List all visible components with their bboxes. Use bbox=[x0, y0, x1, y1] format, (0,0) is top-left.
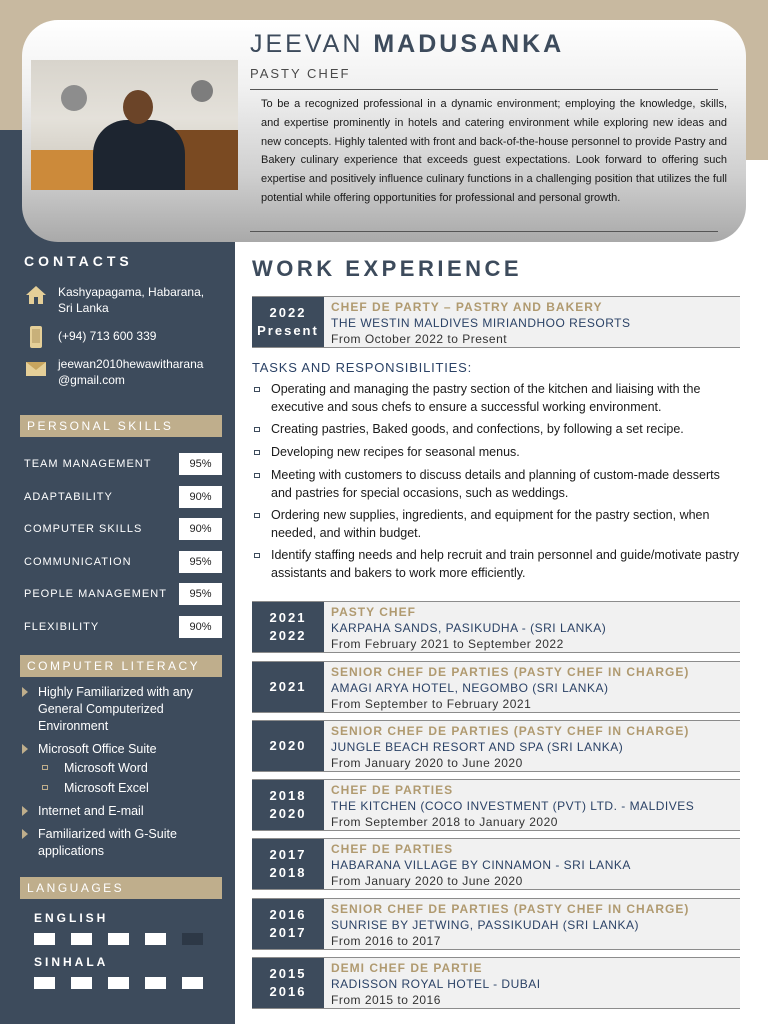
skill-row bbox=[24, 453, 222, 475]
job-entry bbox=[252, 296, 740, 348]
job-role: CHEF DE PARTIES bbox=[331, 783, 454, 797]
level-dot bbox=[34, 933, 55, 945]
square-bullet-icon bbox=[254, 387, 260, 392]
full-name: JEEVAN MADUSANKA bbox=[250, 30, 565, 58]
job-dates: From 2015 to 2016 bbox=[331, 993, 441, 1007]
job-role: PASTY CHEF bbox=[331, 605, 416, 619]
job-entry bbox=[252, 601, 740, 653]
job-role: SENIOR CHEF DE PARTIES (PASTY CHEF IN CHARGE) bbox=[331, 665, 690, 679]
skill-percent: 90% bbox=[179, 518, 222, 540]
arrow-bullet-icon bbox=[22, 829, 28, 839]
skill-label: ADAPTABILITY bbox=[24, 491, 113, 503]
languages-heading: LANGUAGES bbox=[20, 877, 222, 899]
job-entry bbox=[252, 661, 740, 713]
work-experience-heading: WORK EXPERIENCE bbox=[252, 256, 523, 281]
square-bullet-icon bbox=[254, 427, 260, 432]
square-bullet-icon bbox=[254, 450, 260, 455]
contacts-heading: CONTACTS bbox=[24, 253, 133, 269]
level-dot bbox=[182, 933, 203, 945]
job-company: SUNRISE BY JETWING, PASSIKUDAH (SRI LANKA) bbox=[331, 918, 639, 932]
square-bullet-icon bbox=[254, 513, 260, 518]
level-dot bbox=[182, 977, 203, 989]
job-role: SENIOR CHEF DE PARTIES (PASTY CHEF IN CHARGE) bbox=[331, 724, 690, 738]
skill-row bbox=[24, 486, 222, 508]
phone-icon bbox=[24, 326, 48, 348]
summary-text: To be a recognized professional in a dynamic environment; employing the knowledge, skills, and expertise prominently in hotels and catering environment while exploring new ideas and new concepts. Highly talented with front and back-of-the-house personnel to provide Pastry and Bakery culinary experience that exceeds guest expectations. Look forward to offering such expertise and positively influence culinary functions in a challenging position that utilizes the full potential while offering opportunities for professional and personal growth. bbox=[261, 98, 727, 204]
tasks-heading: TASKS AND RESPONSIBILITIES: bbox=[252, 360, 473, 375]
square-bullet-icon bbox=[42, 765, 48, 770]
job-dates: From September to February 2021 bbox=[331, 697, 532, 711]
literacy-subitem: Microsoft Excel bbox=[22, 780, 222, 797]
job-company: THE KITCHEN (COCO INVESTMENT (PVT) LTD. - MALDIVES bbox=[331, 799, 695, 813]
job-dates: From 2016 to 2017 bbox=[331, 934, 441, 948]
phone-number: (+94) 713 600 339 bbox=[58, 329, 157, 343]
literacy-item: Microsoft Office Suite bbox=[22, 741, 222, 758]
job-years: 2015 2016 bbox=[252, 958, 324, 1008]
address: Kashyapagama, Habarana, Sri Lanka bbox=[58, 285, 205, 315]
job-years: 2018 2020 bbox=[252, 780, 324, 830]
skill-row bbox=[24, 616, 222, 638]
literacy-item: Familiarized with G-Suite applications bbox=[22, 826, 222, 860]
divider-bottom bbox=[250, 231, 718, 232]
skill-percent: 95% bbox=[179, 551, 222, 573]
job-dates: From October 2022 to Present bbox=[331, 332, 508, 346]
job-role: DEMI CHEF DE PARTIE bbox=[331, 961, 483, 975]
job-role: CHEF DE PARTIES bbox=[331, 842, 454, 856]
job-dates: From January 2020 to June 2020 bbox=[331, 756, 523, 770]
email-address: jeewan2010hewawitharana @gmail.com bbox=[58, 357, 204, 387]
square-bullet-icon bbox=[254, 553, 260, 558]
level-dot bbox=[71, 933, 92, 945]
address-row bbox=[24, 284, 229, 316]
job-company: AMAGI ARYA HOTEL, NEGOMBO (SRI LANKA) bbox=[331, 681, 609, 695]
home-icon bbox=[24, 284, 48, 306]
skill-row bbox=[24, 518, 222, 540]
envelope-icon bbox=[24, 356, 48, 378]
job-company: KARPAHA SANDS, PASIKUDHA - (SRI LANKA) bbox=[331, 621, 607, 635]
square-bullet-icon bbox=[254, 473, 260, 478]
job-dates: From February 2021 to September 2022 bbox=[331, 637, 564, 651]
job-entry bbox=[252, 957, 740, 1009]
job-entry bbox=[252, 838, 740, 890]
level-dot bbox=[108, 933, 129, 945]
job-years: 2022 Present bbox=[252, 297, 324, 347]
level-dot bbox=[145, 933, 166, 945]
skill-percent: 95% bbox=[179, 453, 222, 475]
job-company: THE WESTIN MALDIVES MIRIANDHOO RESORTS bbox=[331, 316, 631, 330]
skill-label: COMPUTER SKILLS bbox=[24, 523, 143, 535]
job-dates: From January 2020 to June 2020 bbox=[331, 874, 523, 888]
skill-percent: 90% bbox=[179, 616, 222, 638]
skill-percent: 95% bbox=[179, 583, 222, 605]
language-level-sinhala bbox=[34, 977, 219, 989]
level-dot bbox=[71, 977, 92, 989]
task-item: Creating pastries, Baked goods, and confections, by following a set recipe. bbox=[252, 421, 742, 439]
task-item: Operating and managing the pastry section of the kitchen and liaising with the executive and sous chefs to ensure a successful working environment. bbox=[252, 381, 742, 416]
job-years: 2020 bbox=[252, 721, 324, 771]
level-dot bbox=[34, 977, 55, 989]
task-item: Developing new recipes for seasonal menus. bbox=[252, 444, 742, 462]
task-item: Meeting with customers to discuss details and planning of custom-made desserts and pastries for special occasions, such as weddings. bbox=[252, 467, 742, 502]
job-entry bbox=[252, 898, 740, 950]
job-company: JUNGLE BEACH RESORT AND SPA (SRI LANKA) bbox=[331, 740, 624, 754]
job-entry bbox=[252, 720, 740, 772]
literacy-heading: COMPUTER LITERACY bbox=[20, 655, 222, 677]
skill-label: PEOPLE MANAGEMENT bbox=[24, 588, 167, 600]
job-role: SENIOR CHEF DE PARTIES (PASTY CHEF IN CHARGE) bbox=[331, 902, 690, 916]
job-dates: From September 2018 to January 2020 bbox=[331, 815, 558, 829]
job-years: 2021 bbox=[252, 662, 324, 712]
language-name: ENGLISH bbox=[34, 911, 109, 925]
task-item: Ordering new supplies, ingredients, and equipment for the pastry section, when needed, and within budget. bbox=[252, 507, 742, 542]
job-company: HABARANA VILLAGE BY CINNAMON - SRI LANKA bbox=[331, 858, 631, 872]
job-entry bbox=[252, 779, 740, 831]
job-company: RADISSON ROYAL HOTEL - DUBAI bbox=[331, 977, 541, 991]
skill-label: COMMUNICATION bbox=[24, 556, 132, 568]
job-years: 2017 2018 bbox=[252, 839, 324, 889]
level-dot bbox=[145, 977, 166, 989]
level-dot bbox=[108, 977, 129, 989]
email-row bbox=[24, 356, 229, 388]
job-years: 2021 2022 bbox=[252, 602, 324, 652]
literacy-subitem: Microsoft Word bbox=[22, 760, 222, 777]
divider-top bbox=[250, 89, 718, 90]
job-title: PASTY CHEF bbox=[250, 66, 351, 81]
literacy-item: Internet and E-mail bbox=[22, 803, 222, 820]
main-background bbox=[235, 160, 768, 1024]
skills-heading: PERSONAL SKILLS bbox=[20, 415, 222, 437]
arrow-bullet-icon bbox=[22, 806, 28, 816]
job-role: CHEF DE PARTY – PASTRY AND BAKERY bbox=[331, 300, 603, 314]
language-name: SINHALA bbox=[34, 955, 109, 969]
skill-label: TEAM MANAGEMENT bbox=[24, 458, 152, 470]
job-years: 2016 2017 bbox=[252, 899, 324, 949]
language-level-english bbox=[34, 933, 219, 945]
profile-photo bbox=[31, 60, 238, 190]
phone-row bbox=[24, 326, 229, 348]
arrow-bullet-icon bbox=[22, 687, 28, 697]
arrow-bullet-icon bbox=[22, 744, 28, 754]
skill-row bbox=[24, 583, 222, 605]
square-bullet-icon bbox=[42, 785, 48, 790]
skill-label: FLEXIBILITY bbox=[24, 621, 100, 633]
skill-percent: 90% bbox=[179, 486, 222, 508]
literacy-item: Highly Familiarized with any General Computerized Environment bbox=[22, 684, 222, 735]
task-item: Identify staffing needs and help recruit and train personnel and guide/motivate pastry assistants and bakers to work more efficiently. bbox=[252, 547, 742, 582]
skill-row bbox=[24, 551, 222, 573]
